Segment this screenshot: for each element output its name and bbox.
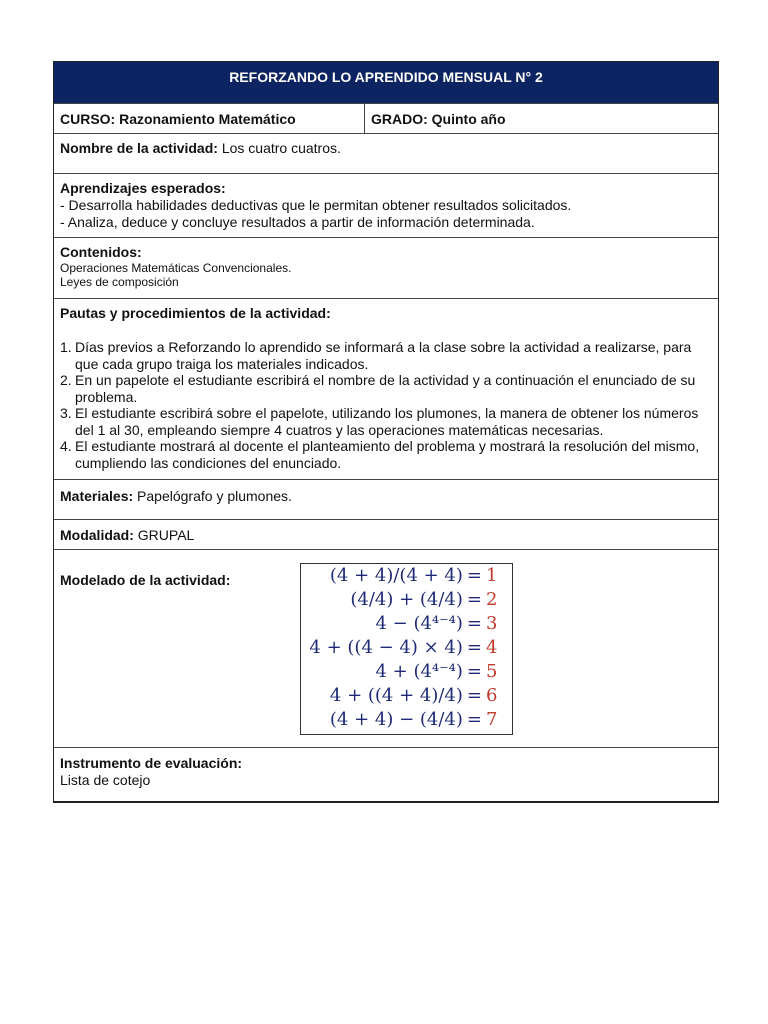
equation-result: 4: [486, 637, 498, 658]
expected-learning-row: [54, 173, 718, 237]
equation-result: 7: [486, 709, 498, 730]
equation-result: 1: [486, 565, 498, 586]
step-text: El estudiante escribirá sobre el papelote, utilizando los plumones, la manera de obtener los números del 1 al 30, empleando siempre 4 cuatros y las operaciones matemáticas necesarias.: [75, 405, 699, 438]
expected-learning-item: - Desarrolla habilidades deductivas que le permitan obtener resultados solicitados.: [60, 197, 572, 213]
activity-name-value: Los cuatro cuatros.: [221, 140, 341, 156]
contents-item: Operaciones Matemáticas Convencionales.: [60, 261, 292, 275]
step-number: 2.: [60, 372, 72, 388]
guideline-step: [60, 372, 712, 405]
materials-row: [54, 479, 718, 519]
equals-sign: =: [466, 637, 482, 658]
guideline-step: [60, 339, 712, 372]
activity-name-label: Nombre de la actividad:: [60, 140, 218, 156]
equation-result: 6: [486, 685, 498, 706]
sheet-header: [54, 62, 718, 103]
equation-result: 2: [486, 589, 498, 610]
sheet-title: REFORZANDO LO APRENDIDO MENSUAL N° 2: [229, 69, 543, 85]
equation-result: 3: [486, 613, 498, 634]
grade-cell: GRADO: Quinto año: [371, 111, 506, 127]
evaluation-row: [54, 747, 718, 801]
modality-label: Modalidad:: [60, 527, 134, 543]
modality-row: [54, 519, 718, 549]
equation-row: [301, 708, 512, 732]
equation-expression: (4/4) + (4/4): [350, 589, 463, 610]
contents-row: [54, 237, 718, 298]
equals-sign: =: [466, 565, 482, 586]
equation-row: [301, 588, 512, 612]
activity-sheet: [53, 61, 719, 803]
course-cell: CURSO: Razonamiento Matemático: [54, 104, 365, 133]
step-text: El estudiante mostrará al docente el planteamiento del problema y mostrará la resolución del mismo, cumpliendo las condiciones del enunciado.: [75, 438, 700, 471]
guideline-step: [60, 438, 712, 471]
equation-expression: 4 + (4⁴⁻⁴): [375, 661, 463, 682]
equals-sign: =: [466, 613, 482, 634]
modality-value: GRUPAL: [137, 527, 195, 543]
evaluation-value: Lista de cotejo: [60, 772, 151, 788]
equation-row: [301, 564, 512, 588]
equation-expression: 4 − (4⁴⁻⁴): [375, 613, 463, 634]
contents-item: Leyes de composición: [60, 275, 179, 289]
equals-sign: =: [466, 589, 482, 610]
step-number: 1.: [60, 339, 72, 355]
equation-expression: 4 + ((4 + 4)/4): [329, 685, 463, 706]
step-text: Días previos a Reforzando lo aprendido se informará a la clase sobre la actividad a realizarse, para que cada grupo traiga los materiales indicados.: [75, 339, 692, 372]
equation-row: [301, 660, 512, 684]
guidelines-label: Pautas y procedimientos de la actividad:: [60, 305, 331, 321]
step-number: 4.: [60, 438, 72, 454]
activity-name-row: [54, 133, 718, 173]
equations-image: [300, 563, 513, 735]
equation-row: [301, 684, 512, 708]
step-text: En un papelote el estudiante escribirá el nombre de la actividad y a continuación el enunciado de su problema.: [75, 372, 696, 405]
model-row: [54, 549, 718, 747]
equation-row: [301, 636, 512, 660]
guideline-step: [60, 405, 712, 438]
model-label: Modelado de la actividad:: [60, 572, 231, 588]
equation-expression: 4 + ((4 − 4) × 4): [309, 637, 463, 658]
contents-label: Contenidos:: [60, 244, 142, 260]
equals-sign: =: [466, 661, 482, 682]
equals-sign: =: [466, 709, 482, 730]
materials-value: Papelógrafo y plumones.: [137, 488, 292, 504]
expected-learning-item: - Analiza, deduce y concluye resultados a partir de información determinada.: [60, 214, 535, 230]
expected-learning-label: Aprendizajes esperados:: [60, 180, 226, 196]
equation-row: [301, 612, 512, 636]
evaluation-label: Instrumento de evaluación:: [60, 755, 243, 771]
materials-label: Materiales:: [60, 488, 134, 504]
equation-expression: (4 + 4) − (4/4): [329, 709, 463, 730]
step-number: 3.: [60, 405, 72, 421]
guidelines-row: [54, 298, 718, 479]
equals-sign: =: [466, 685, 482, 706]
equation-expression: (4 + 4)/(4 + 4): [329, 565, 463, 586]
course-grade-row: [54, 103, 718, 133]
equation-result: 5: [486, 661, 498, 682]
